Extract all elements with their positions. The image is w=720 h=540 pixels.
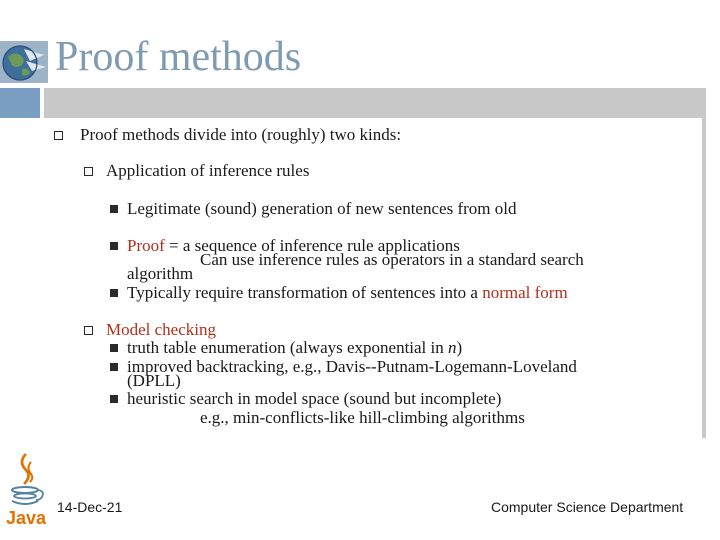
bullet-filled-square <box>110 205 118 213</box>
globe-logo-icon <box>0 41 48 83</box>
header-bar <box>0 88 706 118</box>
footer-department: Computer Science Department <box>491 499 684 515</box>
inference-item-2-note: Can use inference rules as operators in a standard search <box>200 250 584 269</box>
model-item-1: truth table enumeration (always exponential in n) <box>127 338 463 357</box>
java-logo-icon <box>4 450 48 528</box>
bullet-filled-square <box>110 289 118 297</box>
right-divider <box>702 118 706 438</box>
svg-text:Java: Java <box>6 508 47 528</box>
page-title: Proof methods <box>55 34 302 80</box>
bullet-filled-square <box>110 344 118 352</box>
footer-date: 14-Dec-21 <box>57 499 123 515</box>
bullet-hollow-square <box>84 326 93 335</box>
inference-item-2-note-cont: algorithm <box>127 264 194 283</box>
proof-term: Proof <box>127 236 165 255</box>
bullet-filled-square <box>110 363 118 371</box>
inference-heading: Application of inference rules <box>106 161 310 180</box>
bullet-filled-square <box>110 242 118 250</box>
model-item-2-cont: (DPLL) <box>127 371 181 390</box>
variable-n: n <box>448 338 457 357</box>
inference-item-1: Legitimate (sound) generation of new sentences from old <box>127 199 517 218</box>
normal-form-term: normal form <box>482 283 568 302</box>
model-item-2: improved backtracking, e.g., Davis--Putnam-Logemann-Loveland <box>127 357 577 376</box>
normal-form-prefix: Typically require transformation of sentences into a <box>127 283 483 302</box>
model-item-3-cont: e.g., min-conflicts-like hill-climbing algorithms <box>200 408 525 427</box>
header-bar-accent <box>0 88 40 118</box>
main-bullet-text: Proof methods divide into (roughly) two kinds: <box>80 125 402 144</box>
bullet-filled-square <box>110 395 118 403</box>
bullet-hollow-square <box>54 131 63 140</box>
header-bar-main <box>44 88 706 118</box>
bullet-hollow-square <box>84 167 93 176</box>
inference-item-3 <box>127 283 568 303</box>
model-item-3: heuristic search in model space (sound but incomplete) <box>127 389 502 408</box>
model-checking-heading: Model checking <box>106 320 216 339</box>
proof-definition: = a sequence of inference rule applications <box>164 236 460 255</box>
